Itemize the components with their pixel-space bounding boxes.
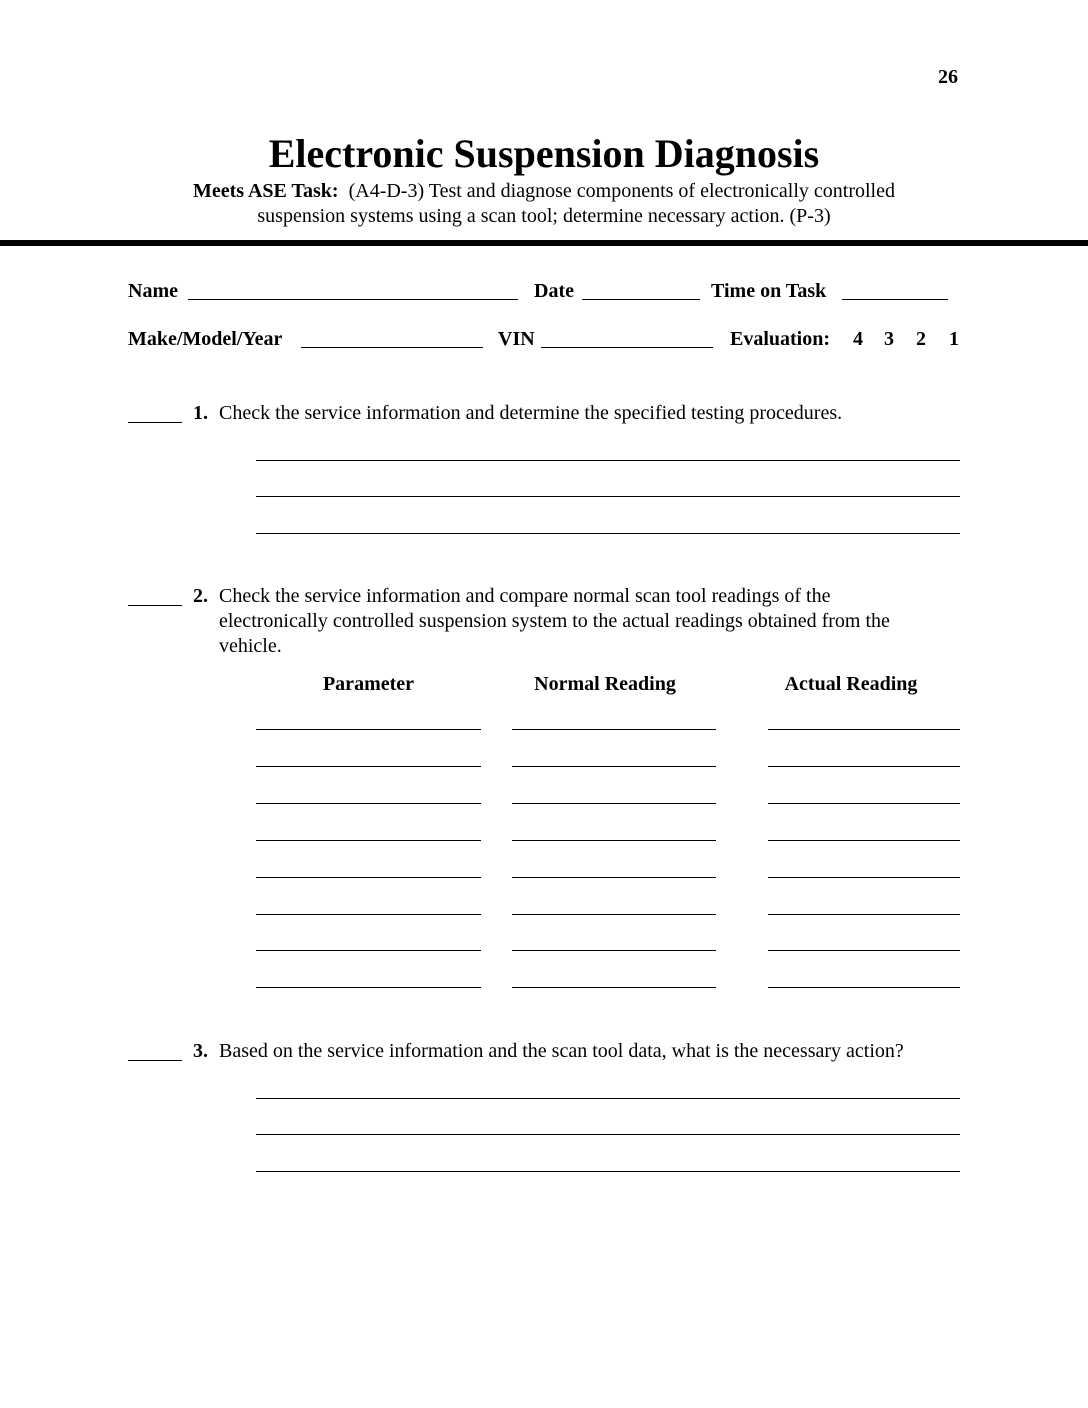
step-2-text-line: vehicle.: [219, 635, 282, 657]
ase-task-line1: [0, 179, 1088, 203]
step-3-answer-line[interactable]: [256, 1098, 960, 1099]
actual-reading-field[interactable]: [768, 914, 960, 915]
normal-reading-field[interactable]: [512, 987, 716, 988]
step-1-text: Check the service information and determine the specified testing procedures.: [219, 402, 843, 424]
actual-reading-field[interactable]: [768, 987, 960, 988]
step-2-text-line: electronically controlled suspension system to the actual readings obtained from the: [219, 610, 890, 632]
step-1-answer-line[interactable]: [256, 533, 960, 534]
evaluation-score-1[interactable]: 1: [949, 328, 959, 350]
make-model-year-label: Make/Model/Year: [128, 328, 283, 350]
step-2-number: 2.: [193, 585, 208, 607]
header-rule: [0, 240, 1088, 246]
ase-task-line2: suspension systems using a scan tool; determine necessary action. (P-3): [257, 205, 831, 227]
step-3-checkbox-blank[interactable]: [128, 1060, 182, 1061]
normal-reading-field[interactable]: [512, 766, 716, 767]
parameter-field[interactable]: [256, 840, 481, 841]
normal-reading-field[interactable]: [512, 877, 716, 878]
normal-reading-field[interactable]: [512, 803, 716, 804]
normal-reading-header: Normal Reading: [534, 673, 676, 695]
actual-reading-field[interactable]: [768, 950, 960, 951]
date-field[interactable]: [582, 299, 700, 300]
ase-task-text: (A4-D-3) Test and diagnose components of electronically controlled: [348, 180, 895, 202]
normal-reading-field[interactable]: [512, 950, 716, 951]
normal-reading-field[interactable]: [512, 840, 716, 841]
vin-label: VIN: [498, 328, 535, 350]
actual-reading-field[interactable]: [768, 877, 960, 878]
ase-task-label: Meets ASE Task:: [193, 180, 339, 202]
evaluation-score-4[interactable]: 4: [853, 328, 863, 350]
step-3-text: Based on the service information and the scan tool data, what is the necessary action?: [219, 1040, 904, 1062]
actual-reading-field[interactable]: [768, 803, 960, 804]
parameter-field[interactable]: [256, 803, 481, 804]
step-3-answer-line[interactable]: [256, 1134, 960, 1135]
normal-reading-field[interactable]: [512, 729, 716, 730]
name-field[interactable]: [188, 299, 518, 300]
parameter-field[interactable]: [256, 987, 481, 988]
time-on-task-label: Time on Task: [711, 280, 827, 302]
date-label: Date: [534, 280, 574, 302]
evaluation-label: Evaluation:: [730, 328, 831, 350]
parameter-field[interactable]: [256, 914, 481, 915]
parameter-header: Parameter: [322, 673, 415, 695]
page-number: 26: [938, 66, 958, 88]
time-on-task-field[interactable]: [842, 299, 948, 300]
step-3-answer-line[interactable]: [256, 1171, 960, 1172]
name-label: Name: [128, 280, 178, 302]
parameter-field[interactable]: [256, 950, 481, 951]
vin-field[interactable]: [541, 347, 713, 348]
actual-reading-field[interactable]: [768, 840, 960, 841]
parameter-field[interactable]: [256, 729, 481, 730]
parameter-field[interactable]: [256, 766, 481, 767]
make-model-year-field[interactable]: [301, 347, 483, 348]
step-3-number: 3.: [193, 1040, 208, 1062]
page-title: Electronic Suspension Diagnosis: [268, 131, 820, 176]
parameter-field[interactable]: [256, 877, 481, 878]
step-1-answer-line[interactable]: [256, 460, 960, 461]
actual-reading-field[interactable]: [768, 766, 960, 767]
evaluation-score-2[interactable]: 2: [916, 328, 926, 350]
step-1-number: 1.: [193, 402, 208, 424]
actual-reading-header: Actual Reading: [784, 673, 918, 695]
step-2-checkbox-blank[interactable]: [128, 605, 182, 606]
step-2-text-line: Check the service information and compare normal scan tool readings of the: [219, 585, 831, 607]
step-1-checkbox-blank[interactable]: [128, 422, 182, 423]
normal-reading-field[interactable]: [512, 914, 716, 915]
step-1-answer-line[interactable]: [256, 496, 960, 497]
actual-reading-field[interactable]: [768, 729, 960, 730]
evaluation-score-3[interactable]: 3: [884, 328, 894, 350]
